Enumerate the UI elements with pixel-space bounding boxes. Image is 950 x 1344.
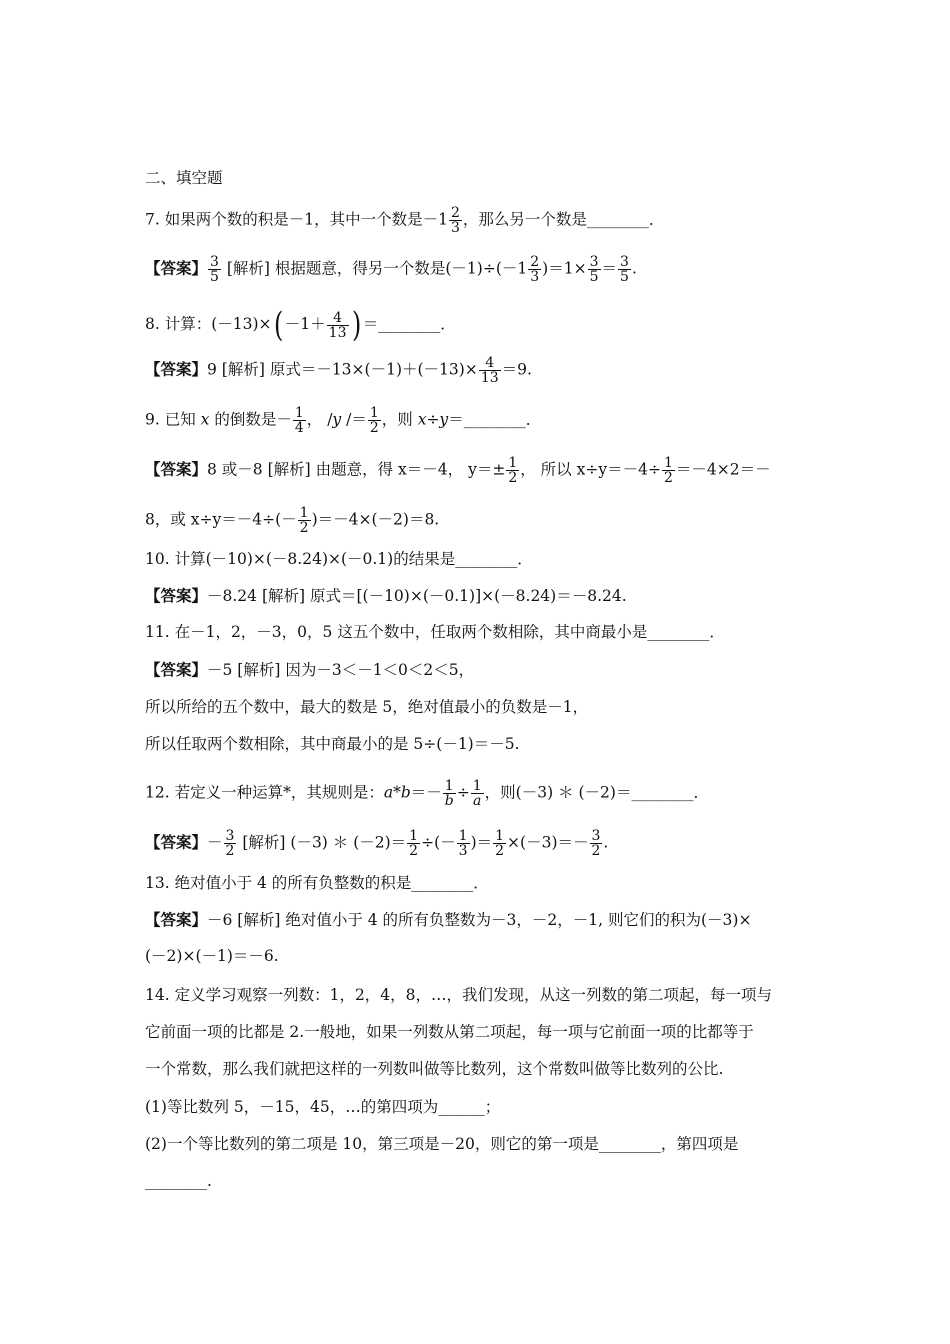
answer-13 xyxy=(145,910,751,930)
q13-ans: －6 [解析] 绝对值小于 4 的所有负整数为－3，－2，－1, 则它们的积为(－3)× xyxy=(207,911,752,929)
answer-label: 【答案】 xyxy=(145,459,208,479)
answer-label: 【答案】 xyxy=(145,910,208,929)
fraction xyxy=(449,206,462,235)
denominator: 2 xyxy=(369,420,379,436)
denominator: 13 xyxy=(328,324,347,341)
q12-stem-c: ÷ xyxy=(456,783,470,802)
question-9 xyxy=(145,406,541,435)
numerator: 2 xyxy=(530,254,540,270)
numerator: 1 xyxy=(299,505,309,521)
q9-stem-b: 的倒数是－ xyxy=(209,410,292,429)
denominator: 4 xyxy=(294,420,304,436)
numerator: 4 xyxy=(479,356,501,371)
fraction xyxy=(457,829,470,858)
q12-stem-d: ，则(－3) ＊ (－2)＝________． xyxy=(484,783,709,802)
numerator: 1 xyxy=(472,778,482,794)
fraction xyxy=(471,779,484,808)
q12-ans-b: [解析] (－3) ＊ (－2)＝ xyxy=(237,833,407,852)
answer-7 xyxy=(145,255,637,284)
q7-ans-a: [解析] 根据题意，得另一个数是(－1)÷(－1 xyxy=(221,259,528,278)
numerator: 2 xyxy=(450,205,460,221)
answer-label: 【答案】 xyxy=(145,359,208,379)
q12-ans-e: ×(－3)＝－ xyxy=(507,833,589,852)
q12-ans-c: ÷(－ xyxy=(421,833,456,852)
fraction xyxy=(528,255,541,284)
question-14-part1: (1)等比数列 5，－15，45，…的第四项为______； xyxy=(145,1098,501,1116)
q9-stem-f: x÷y xyxy=(417,410,449,429)
variable-x: x xyxy=(200,410,210,429)
question-14-part2-cont: ________. xyxy=(145,1172,212,1190)
answer-12 xyxy=(145,829,608,858)
answer-label: 【答案】 xyxy=(145,586,208,605)
q12-stem-b: ＝－ xyxy=(410,783,442,802)
fraction xyxy=(368,406,381,435)
fraction xyxy=(443,779,456,808)
q7-stem-b: ，那么另一个数是________． xyxy=(462,210,665,229)
question-13: 13. 绝对值小于 4 的所有负整数的积是________． xyxy=(145,874,489,892)
q9-ans2-a: 8，或 x÷y＝－4÷(－ xyxy=(145,510,297,529)
answer-9 xyxy=(145,456,771,485)
numerator: 1 xyxy=(663,455,673,471)
fraction xyxy=(327,311,349,340)
answer-13-line2: (－2)×(－1)＝－6. xyxy=(145,947,279,965)
numerator: 4 xyxy=(327,311,349,326)
answer-11-line2: 所以所给的五个数中，最大的数是 5，绝对值最小的负数是－1， xyxy=(145,698,589,716)
answer-8 xyxy=(145,356,532,385)
fraction xyxy=(293,406,306,435)
fraction xyxy=(493,829,506,858)
denominator: 2 xyxy=(225,843,235,859)
question-14-part2: (2)一个等比数列的第二项是 10，第三项是－20，则它的第一项是________，第四项是 xyxy=(145,1135,739,1153)
q9-stem-c: ， / xyxy=(306,410,333,429)
left-paren: ( xyxy=(273,305,283,345)
section-title: 二、填空题 xyxy=(145,169,223,187)
q11-ans: －5 [解析] 因为－3＜－1＜0＜2＜5， xyxy=(207,661,475,679)
q8-stem-a: 8. 计算：(－13)× xyxy=(145,315,272,333)
q9-ans-b: ， 所以 x÷y＝－4÷ xyxy=(520,460,661,479)
denominator: 5 xyxy=(210,269,219,285)
q9-stem-a: 9. 已知 xyxy=(145,410,201,429)
denominator: 13 xyxy=(480,370,499,386)
numerator: 1 xyxy=(409,828,419,844)
question-12 xyxy=(145,779,709,808)
fraction xyxy=(298,506,311,535)
question-14-line3: 一个常数，那么我们就把这样的一列数叫做等比数列，这个常数叫做等比数列的公比. xyxy=(145,1060,724,1078)
numerator: 1 xyxy=(508,455,518,471)
fraction xyxy=(479,356,501,385)
numerator: 1 xyxy=(443,779,456,794)
fraction xyxy=(224,829,237,858)
fraction xyxy=(590,829,603,858)
q9-stem-g: ＝________． xyxy=(448,410,542,429)
q8-ans-b: ＝9. xyxy=(501,360,532,379)
numerator: 1 xyxy=(369,405,379,421)
q8-stem-b: －1＋ xyxy=(284,315,326,333)
numerator: 1 xyxy=(458,828,468,844)
question-14-line2: 它前面一项的比都是 2.一般地，如果一列数从第二项起，每一项与它前面一项的比都等于 xyxy=(145,1023,754,1041)
fraction xyxy=(506,456,519,485)
q12-stem-a: 12. 若定义一种运算*，其规则是： xyxy=(145,783,384,802)
answer-9-cont xyxy=(145,506,439,535)
denominator: 2 xyxy=(663,470,673,486)
q7-ans-b: )＝1× xyxy=(542,259,587,278)
answer-label: 【答案】 xyxy=(145,258,208,278)
q12-ans-f: . xyxy=(603,833,609,852)
q9-ans2-b: )＝－4×(－2)＝8. xyxy=(311,510,440,529)
denominator: a xyxy=(473,793,482,809)
variable-y: y xyxy=(332,410,342,429)
q12-ans-d: )＝ xyxy=(470,833,493,852)
denominator: 3 xyxy=(458,843,468,859)
q9-stem-e: ，则 xyxy=(381,410,418,429)
right-paren: ) xyxy=(351,305,361,345)
q9-stem-d: /＝ xyxy=(341,410,367,429)
denominator: 2 xyxy=(495,843,505,859)
question-14-line1: 14. 定义学习观察一列数：1，2，4，8，…，我们发现，从这一列数的第二项起，每一项与 xyxy=(145,986,773,1004)
numerator: 3 xyxy=(210,254,219,270)
denominator: b xyxy=(444,793,454,809)
q9-ans-c: ＝－4×2＝－ xyxy=(675,460,771,479)
q10-ans: －8.24 [解析] 原式＝[(－10)×(－0.1)]×(－8.24)＝－8.24. xyxy=(207,587,627,605)
answer-10 xyxy=(145,586,627,606)
numerator: 3 xyxy=(225,828,235,844)
answer-11-line3: 所以任取两个数相除，其中商最小的是 5÷(－1)＝－5. xyxy=(145,735,520,753)
q7-stem-a: 7. 如果两个数的积是－1，其中一个数是－1 xyxy=(145,210,448,229)
denominator: 2 xyxy=(409,843,419,859)
denominator: 2 xyxy=(508,470,518,486)
q7-ans-d: . xyxy=(631,259,637,278)
numerator: 1 xyxy=(495,828,505,844)
denominator: 5 xyxy=(589,269,599,285)
denominator: 3 xyxy=(530,269,540,285)
answer-label: 【答案】 xyxy=(145,660,208,679)
q9-ans-a: 8 或－8 [解析] 由题意，得 x＝－4， y＝± xyxy=(207,460,506,479)
answer-11 xyxy=(145,660,474,680)
numerator: 3 xyxy=(620,254,629,270)
q7-ans-c: ＝ xyxy=(601,259,618,278)
fraction xyxy=(662,456,675,485)
question-8 xyxy=(145,305,456,345)
denominator: 3 xyxy=(450,220,460,236)
denominator: 2 xyxy=(299,520,309,536)
q8-ans-a: 9 [解析] 原式＝－13×(－1)＋(－13)× xyxy=(207,360,478,379)
fraction xyxy=(208,255,221,284)
numerator: 3 xyxy=(589,254,599,270)
q12-operation: a*b xyxy=(383,783,411,802)
numerator: 1 xyxy=(294,405,304,421)
question-10: 10. 计算(－10)×(－8.24)×(－0.1)的结果是________． xyxy=(145,550,533,568)
fraction xyxy=(618,255,631,284)
numerator: 3 xyxy=(591,828,601,844)
denominator: 2 xyxy=(591,843,601,859)
q8-stem-c: ＝________． xyxy=(362,315,456,333)
denominator: 5 xyxy=(620,269,629,285)
fraction xyxy=(588,255,601,284)
fraction xyxy=(407,829,420,858)
question-11: 11. 在－1，2，－3，0，5 这五个数中，任取两个数相除，其中商最小是________． xyxy=(145,623,725,641)
question-7 xyxy=(145,206,664,235)
q12-ans-a: － xyxy=(207,833,223,852)
answer-label: 【答案】 xyxy=(145,832,208,852)
